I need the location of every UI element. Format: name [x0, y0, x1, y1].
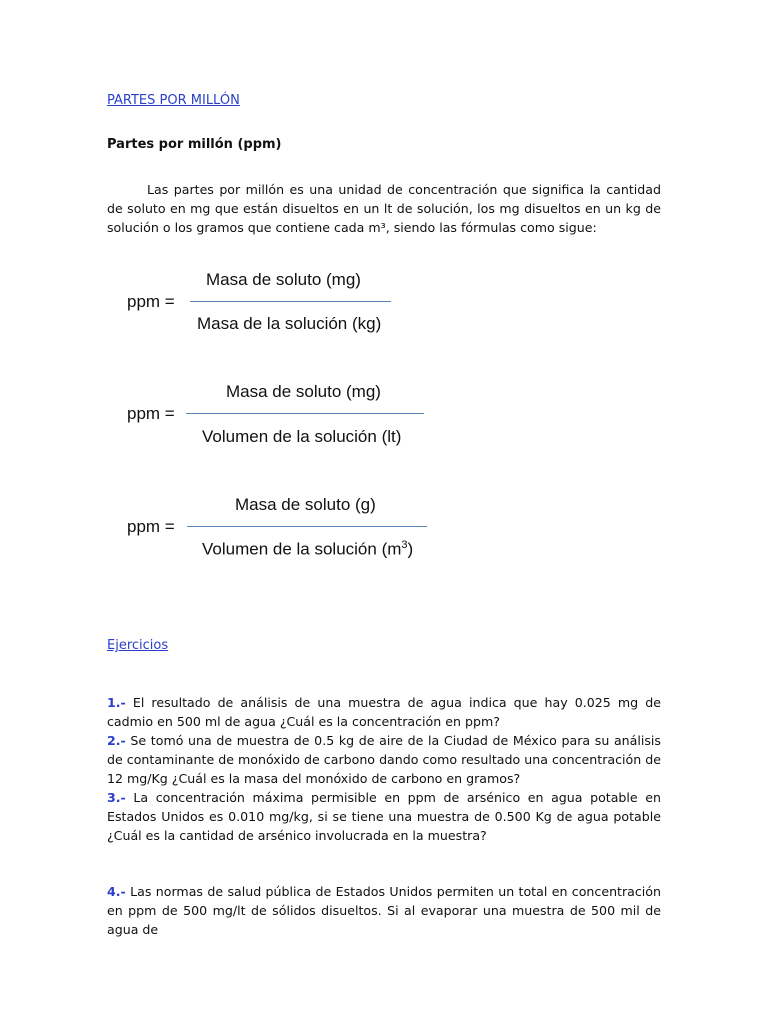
fraction-bar [187, 526, 427, 527]
formula-denominator: Masa de la solución (kg) [197, 314, 382, 333]
exercise-text: La concentración máxima permisible en ppm de arsénico en agua potable en Estados Unidos es 0.010 mg/kg, si se tiene una muestra de 0.500 Kg de agua potable ¿Cuál es la cantidad de arsénico involucrada en la muestra? [107, 790, 661, 843]
exercise-number: 2.- [107, 733, 126, 748]
title-link[interactable]: PARTES POR MILLÓN [107, 93, 240, 108]
denominator-close: ) [407, 539, 414, 559]
exercise-item [107, 693, 661, 731]
exercise-text: Se tomó una de muestra de 0.5 kg de aire de la Ciudad de México para su análisis de contaminante de monóxido de carbono dando como resultado una concentración de 12 mg/Kg ¿Cuál es la masa del monóxido de carbono en gramos? [107, 733, 661, 786]
formula-denominator [202, 539, 413, 560]
intro-paragraph: Las partes por millón es una unidad de concentración que significa la cantidad de soluto en mg que están disueltos en un lt de solución, los mg disueltos en un kg de solución o los gramos que contiene cada m³, siendo las fórmulas como sigue: [107, 182, 661, 235]
fraction-bar [186, 413, 424, 414]
exercise-item [107, 882, 661, 939]
exercise-number: 1.- [107, 695, 126, 710]
exercise-item [107, 731, 661, 788]
formula-lhs: ppm = [127, 292, 175, 311]
formula-lhs: ppm = [127, 517, 175, 536]
formula-numerator: Masa de soluto (mg) [206, 270, 361, 289]
exercise-text: El resultado de análisis de una muestra de agua indica que hay 0.025 mg de cadmio en 500 ml de agua ¿Cuál es la concentración en ppm? [107, 695, 661, 729]
exercise-number: 4.- [107, 884, 126, 899]
denominator-text: Volumen de la solución (m [202, 539, 402, 559]
formula-denominator: Volumen de la solución (lt) [202, 427, 402, 446]
formula-2 [127, 380, 447, 456]
formula-3 [127, 493, 447, 569]
formula-lhs: ppm = [127, 404, 175, 423]
exercises-link[interactable]: Ejercicios [107, 638, 169, 653]
formula-numerator: Masa de soluto (mg) [226, 382, 381, 401]
fraction-bar [190, 301, 391, 302]
superscript: 3 [401, 539, 408, 551]
formula-numerator: Masa de soluto (g) [235, 495, 376, 514]
exercise-number: 3.- [107, 790, 126, 805]
exercises-list [107, 693, 661, 845]
section-subtitle: Partes por millón (ppm) [107, 137, 282, 152]
exercise-text: Las normas de salud pública de Estados Unidos permiten un total en concentración en ppm de 500 mg/lt de sólidos disueltos. Si al evaporar una muestra de 500 mil de agua de [107, 884, 661, 937]
formula-1 [127, 268, 447, 344]
exercise-item [107, 788, 661, 845]
exercise-4-block [107, 882, 661, 939]
